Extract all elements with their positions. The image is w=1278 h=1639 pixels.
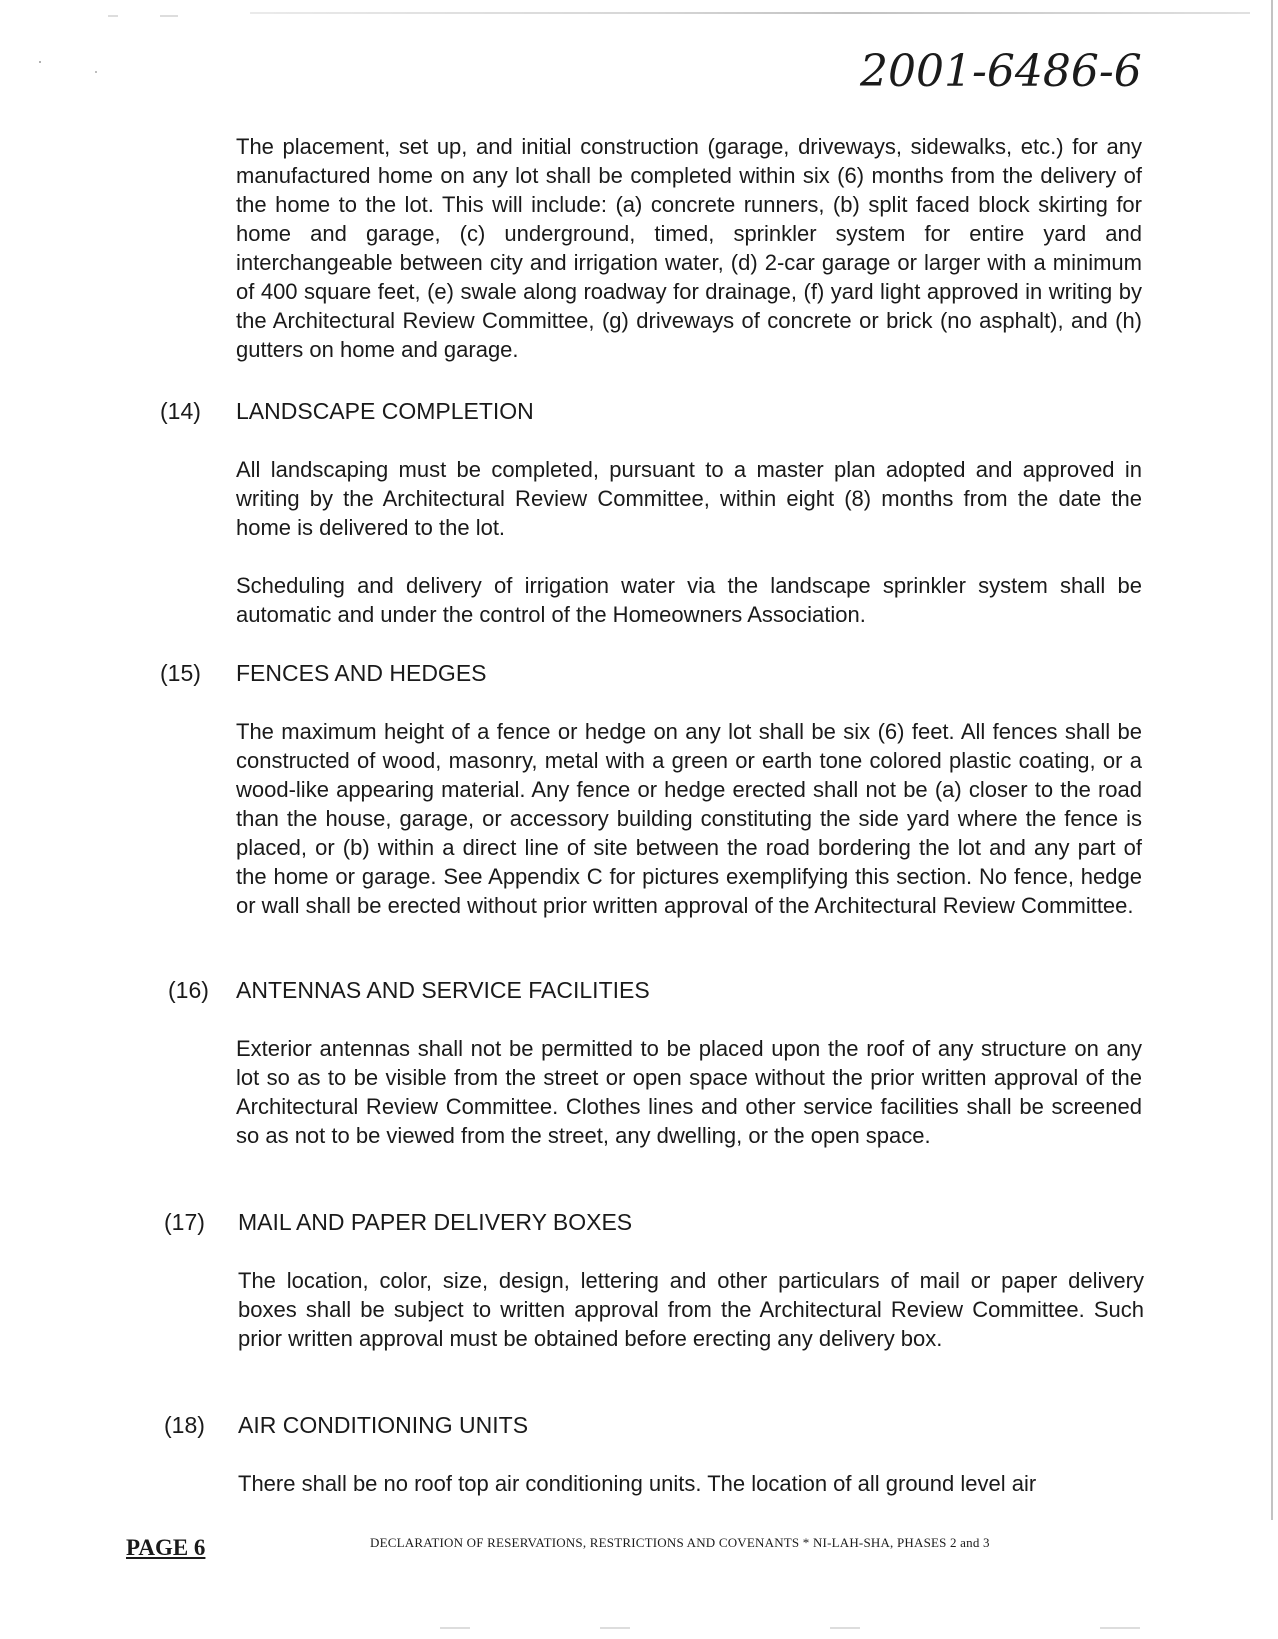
handwritten-number-text: 2001-6486-6: [860, 46, 1142, 97]
section-17-number: (17): [164, 1209, 205, 1235]
section-15-title: FENCES AND HEDGES: [236, 660, 487, 686]
footer-page-number: PAGE 6: [126, 1535, 206, 1560]
intro-paragraph: The placement, set up, and initial construction (garage, driveways, sidewalks, etc.) for any manufactured home on any lot shall be completed within six (6) months from the delivery of the home to the lot. This will include: (a) concrete runners, (b) split faced block skirting for home and garage, (c) underground, timed, sprinkler system for entire yard and interchangeable between city and irrigation water, (d) 2-car garage or larger with a minimum of 400 square feet, (e) swale along roadway for drainage, (f) yard light approved in writing by the Architectural Review Committee, (g) driveways of concrete or brick (no asphalt), and (h) gutters on home and garage.: [236, 134, 1142, 362]
section-18-number: (18): [164, 1412, 205, 1438]
section-18-title: AIR CONDITIONING UNITS: [238, 1412, 529, 1438]
scan-edge-top: [250, 12, 1250, 14]
section-16-number: (16): [168, 977, 209, 1003]
section-14-paragraph-2: Scheduling and delivery of irrigation water via the landscape sprinkler system shall be automatic and under the control of the Homeowners Association.: [236, 573, 1142, 627]
handwritten-number-drawing: [850, 40, 1210, 100]
section-14-title: LANDSCAPE COMPLETION: [236, 398, 534, 424]
section-16-title: ANTENNAS AND SERVICE FACILITIES: [236, 977, 650, 1003]
section-14-paragraph-1: All landscaping must be completed, pursuant to a master plan adopted and approved in writing by the Architectural Review Committee, within eight (8) months from the date the home is delivered to the lot.: [236, 457, 1142, 540]
footer-document-title: DECLARATION OF RESERVATIONS, RESTRICTIONS AND COVENANTS * NI-LAH-SHA, PHASES 2 and 3: [370, 1535, 990, 1550]
section-18-paragraph-1: There shall be no roof top air conditioning units. The location of all ground level air: [238, 1471, 1037, 1496]
section-15-number: (15): [160, 660, 201, 686]
scan-edge-right: [1271, 0, 1273, 1520]
section-17-paragraph-1: The location, color, size, design, lettering and other particulars of mail or paper delivery boxes shall be subject to written approval from the Architectural Review Committee. Such prior written approval must be obtained before erecting any delivery box.: [238, 1268, 1144, 1351]
handwritten-recording-number: [850, 40, 1210, 100]
section-16-paragraph-1: Exterior antennas shall not be permitted to be placed upon the roof of any structure on any lot so as to be visible from the street or open space without the prior written approval of the Architectural Review Committee. Clothes lines and other service facilities shall be screened so as not to be viewed from the street, any dwelling, or the open space.: [236, 1036, 1142, 1148]
section-15-paragraph-1: The maximum height of a fence or hedge on any lot shall be six (6) feet. All fences shall be constructed of wood, masonry, metal with a green or earth tone colored plastic coating, or a wood-like appearing material. Any fence or hedge erected shall not be (a) closer to the road than the house, garage, or accessory building constituting the side yard where the fence is placed, or (b) within a direct line of site between the road bordering the lot and any part of the home or garage. See Appendix C for pictures exemplifying this section. No fence, hedge or wall shall be erected without prior written approval of the Architectural Review Committee.: [236, 719, 1142, 918]
section-14-number: (14): [160, 398, 201, 424]
section-17-title: MAIL AND PAPER DELIVERY BOXES: [238, 1209, 633, 1235]
